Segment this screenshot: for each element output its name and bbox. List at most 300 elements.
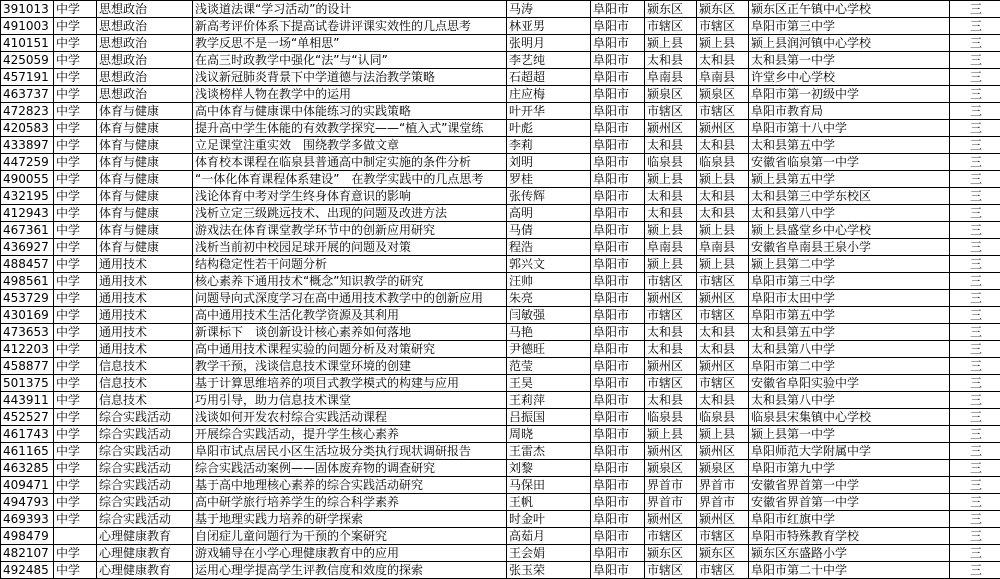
district-cell: 市辖区 bbox=[697, 528, 749, 545]
level-cell: 中学 bbox=[54, 290, 97, 307]
award-cell: 三 bbox=[950, 341, 1000, 358]
subject-cell: 综合实践活动 bbox=[97, 443, 193, 460]
entry-id-cell: 410151 bbox=[1, 35, 54, 52]
title-cell: 浅议新冠肺炎背景下中学道德与法治教学策略 bbox=[193, 69, 507, 86]
subject-cell: 通用技术 bbox=[97, 273, 193, 290]
author-cell: 郭兴文 bbox=[507, 256, 591, 273]
title-cell: 基于计算思维培养的项目式教学模式的构建与应用 bbox=[193, 375, 507, 392]
unit-cell: 阜阳市第二中学 bbox=[749, 358, 950, 375]
award-cell: 三 bbox=[950, 222, 1000, 239]
author-cell: 马涛 bbox=[507, 1, 591, 18]
level-cell: 中学 bbox=[54, 120, 97, 137]
level-cell: 中学 bbox=[54, 35, 97, 52]
city-cell: 阜阳市 bbox=[591, 307, 645, 324]
subject-cell: 思想政治 bbox=[97, 35, 193, 52]
award-cell: 三 bbox=[950, 375, 1000, 392]
district-cell: 颍州区 bbox=[697, 358, 749, 375]
entry-id-cell: 412943 bbox=[1, 205, 54, 222]
district-cell: 颍上县 bbox=[697, 256, 749, 273]
district-cell: 颍上县 bbox=[697, 222, 749, 239]
subject-cell: 体育与健康 bbox=[97, 171, 193, 188]
author-cell: 程浩 bbox=[507, 239, 591, 256]
entry-id-cell: 458877 bbox=[1, 358, 54, 375]
award-cell: 三 bbox=[950, 324, 1000, 341]
award-cell: 三 bbox=[950, 188, 1000, 205]
level-cell bbox=[54, 528, 97, 545]
award-cell: 三 bbox=[950, 494, 1000, 511]
table-row bbox=[1, 171, 1000, 188]
award-cell: 三 bbox=[950, 409, 1000, 426]
table-row bbox=[1, 154, 1000, 171]
city-cell: 阜阳市 bbox=[591, 375, 645, 392]
author-cell: 石超超 bbox=[507, 69, 591, 86]
award-cell: 三 bbox=[950, 86, 1000, 103]
county-cell: 颍东区 bbox=[645, 1, 697, 18]
award-cell: 三 bbox=[950, 154, 1000, 171]
award-cell: 三 bbox=[950, 35, 1000, 52]
entry-id-cell: 469393 bbox=[1, 511, 54, 528]
award-cell: 三 bbox=[950, 171, 1000, 188]
title-cell: 提升高中学生体能的有效教学探究——“植入式”课堂练 bbox=[193, 120, 507, 137]
author-cell: 王昊 bbox=[507, 375, 591, 392]
award-cell: 三 bbox=[950, 477, 1000, 494]
county-cell: 临泉县 bbox=[645, 409, 697, 426]
county-cell: 太和县 bbox=[645, 392, 697, 409]
city-cell: 阜阳市 bbox=[591, 154, 645, 171]
title-cell: 新高考评价体系下提高试卷讲评课实效性的几点思考 bbox=[193, 18, 507, 35]
level-cell: 中学 bbox=[54, 103, 97, 120]
author-cell: 高茹月 bbox=[507, 528, 591, 545]
table-row bbox=[1, 528, 1000, 545]
county-cell: 阜南县 bbox=[645, 69, 697, 86]
unit-cell: 太和县第三中学东校区 bbox=[749, 188, 950, 205]
author-cell: 王帆 bbox=[507, 494, 591, 511]
district-cell: 界首市 bbox=[697, 494, 749, 511]
subject-cell: 体育与健康 bbox=[97, 120, 193, 137]
title-cell: 巧用引导，助力信息技术课堂 bbox=[193, 392, 507, 409]
entry-id-cell: 447259 bbox=[1, 154, 54, 171]
award-cell: 三 bbox=[950, 358, 1000, 375]
district-cell: 颍州区 bbox=[697, 443, 749, 460]
table-row bbox=[1, 205, 1000, 222]
city-cell: 阜阳市 bbox=[591, 426, 645, 443]
district-cell: 颍州区 bbox=[697, 120, 749, 137]
author-cell: 王会娟 bbox=[507, 545, 591, 562]
entry-id-cell: 420583 bbox=[1, 120, 54, 137]
title-cell: 高中通用技术生活化教学资源及其利用 bbox=[193, 307, 507, 324]
author-cell: 王莉萍 bbox=[507, 392, 591, 409]
entry-id-cell: 490055 bbox=[1, 171, 54, 188]
unit-cell: 阜阳市第一初级中学 bbox=[749, 86, 950, 103]
subject-cell: 通用技术 bbox=[97, 256, 193, 273]
city-cell: 阜阳市 bbox=[591, 290, 645, 307]
county-cell: 界首市 bbox=[645, 477, 697, 494]
unit-cell: 阜阳市第十八中学 bbox=[749, 120, 950, 137]
author-cell: 周晓 bbox=[507, 426, 591, 443]
unit-cell: 太和县第五中学 bbox=[749, 324, 950, 341]
subject-cell: 体育与健康 bbox=[97, 205, 193, 222]
level-cell: 中学 bbox=[54, 511, 97, 528]
award-cell: 三 bbox=[950, 460, 1000, 477]
table-row bbox=[1, 307, 1000, 324]
level-cell: 中学 bbox=[54, 358, 97, 375]
table-row bbox=[1, 69, 1000, 86]
subject-cell: 通用技术 bbox=[97, 324, 193, 341]
award-cell: 三 bbox=[950, 528, 1000, 545]
subject-cell: 通用技术 bbox=[97, 341, 193, 358]
title-cell: 基于地理实践力培养的研学探索 bbox=[193, 511, 507, 528]
title-cell: 游戏辅导在小学心理健康教育中的应用 bbox=[193, 545, 507, 562]
subject-cell: 心理健康教育 bbox=[97, 528, 193, 545]
author-cell: 叶彪 bbox=[507, 120, 591, 137]
subject-cell: 综合实践活动 bbox=[97, 511, 193, 528]
table-row bbox=[1, 477, 1000, 494]
district-cell: 颍上县 bbox=[697, 171, 749, 188]
title-cell: 高中通用技术课程实验的问题分析及对策研究 bbox=[193, 341, 507, 358]
table-row bbox=[1, 222, 1000, 239]
award-cell: 三 bbox=[950, 511, 1000, 528]
unit-cell: 阜阳师范大学附属中学 bbox=[749, 443, 950, 460]
table-row bbox=[1, 375, 1000, 392]
subject-cell: 信息技术 bbox=[97, 392, 193, 409]
level-cell: 中学 bbox=[54, 562, 97, 579]
award-cell: 三 bbox=[950, 443, 1000, 460]
author-cell: 朱亮 bbox=[507, 290, 591, 307]
city-cell: 阜阳市 bbox=[591, 545, 645, 562]
unit-cell: 颍上县第五中学 bbox=[749, 171, 950, 188]
author-cell: 尹德旺 bbox=[507, 341, 591, 358]
level-cell: 中学 bbox=[54, 69, 97, 86]
award-cell: 三 bbox=[950, 1, 1000, 18]
table-row bbox=[1, 460, 1000, 477]
city-cell: 阜阳市 bbox=[591, 205, 645, 222]
level-cell: 中学 bbox=[54, 256, 97, 273]
county-cell: 太和县 bbox=[645, 341, 697, 358]
author-cell: 马保田 bbox=[507, 477, 591, 494]
county-cell: 颍州区 bbox=[645, 443, 697, 460]
county-cell: 颍州区 bbox=[645, 511, 697, 528]
title-cell: 高中体育与健康课中体能练习的实践策略 bbox=[193, 103, 507, 120]
subject-cell: 思想政治 bbox=[97, 69, 193, 86]
district-cell: 市辖区 bbox=[697, 307, 749, 324]
city-cell: 阜阳市 bbox=[591, 511, 645, 528]
entry-id-cell: 433897 bbox=[1, 137, 54, 154]
author-cell: 张玉荣 bbox=[507, 562, 591, 579]
level-cell: 中学 bbox=[54, 477, 97, 494]
entry-id-cell: 467361 bbox=[1, 222, 54, 239]
entry-id-cell: 452527 bbox=[1, 409, 54, 426]
table-row bbox=[1, 426, 1000, 443]
subject-cell: 体育与健康 bbox=[97, 103, 193, 120]
county-cell: 颍上县 bbox=[645, 35, 697, 52]
district-cell: 太和县 bbox=[697, 137, 749, 154]
entry-id-cell: 453729 bbox=[1, 290, 54, 307]
award-cell: 三 bbox=[950, 256, 1000, 273]
unit-cell: 阜阳市第九中学 bbox=[749, 460, 950, 477]
level-cell: 中学 bbox=[54, 409, 97, 426]
award-cell: 三 bbox=[950, 103, 1000, 120]
city-cell: 阜阳市 bbox=[591, 52, 645, 69]
entry-id-cell: 492485 bbox=[1, 562, 54, 579]
entry-id-cell: 488457 bbox=[1, 256, 54, 273]
author-cell: 吕振国 bbox=[507, 409, 591, 426]
county-cell: 颍上县 bbox=[645, 426, 697, 443]
city-cell: 阜阳市 bbox=[591, 341, 645, 358]
entry-id-cell: 491003 bbox=[1, 18, 54, 35]
title-cell: 高中研学旅行培养学生的综合科学素养 bbox=[193, 494, 507, 511]
subject-cell: 体育与健康 bbox=[97, 239, 193, 256]
subject-cell: 信息技术 bbox=[97, 375, 193, 392]
unit-cell: 太和县第八中学 bbox=[749, 205, 950, 222]
subject-cell: 思想政治 bbox=[97, 86, 193, 103]
district-cell: 太和县 bbox=[697, 205, 749, 222]
author-cell: 叶开华 bbox=[507, 103, 591, 120]
table-row bbox=[1, 494, 1000, 511]
level-cell: 中学 bbox=[54, 188, 97, 205]
award-cell: 三 bbox=[950, 52, 1000, 69]
subject-cell: 心理健康教育 bbox=[97, 545, 193, 562]
level-cell: 中学 bbox=[54, 154, 97, 171]
level-cell: 中学 bbox=[54, 18, 97, 35]
city-cell: 阜阳市 bbox=[591, 324, 645, 341]
table-row bbox=[1, 1, 1000, 18]
district-cell: 颍东区 bbox=[697, 545, 749, 562]
level-cell: 中学 bbox=[54, 1, 97, 18]
district-cell: 阜南县 bbox=[697, 69, 749, 86]
subject-cell: 综合实践活动 bbox=[97, 477, 193, 494]
county-cell: 太和县 bbox=[645, 324, 697, 341]
author-cell: 庄应梅 bbox=[507, 86, 591, 103]
entry-id-cell: 425059 bbox=[1, 52, 54, 69]
award-cell: 三 bbox=[950, 18, 1000, 35]
unit-cell: 阜阳市第三中学 bbox=[749, 273, 950, 290]
city-cell: 阜阳市 bbox=[591, 358, 645, 375]
author-cell: 张明月 bbox=[507, 35, 591, 52]
author-cell: 罗桂 bbox=[507, 171, 591, 188]
entry-id-cell: 430169 bbox=[1, 307, 54, 324]
title-cell: 浅谈道法课“学习活动”的设计 bbox=[193, 1, 507, 18]
title-cell: 阜阳市试点居民小区生活垃圾分类执行现状调研报告 bbox=[193, 443, 507, 460]
county-cell: 阜南县 bbox=[645, 239, 697, 256]
level-cell: 中学 bbox=[54, 375, 97, 392]
city-cell: 阜阳市 bbox=[591, 171, 645, 188]
level-cell: 中学 bbox=[54, 171, 97, 188]
unit-cell: 颍上县润河镇中心学校 bbox=[749, 35, 950, 52]
level-cell: 中学 bbox=[54, 307, 97, 324]
unit-cell: 阜阳市太田中学 bbox=[749, 290, 950, 307]
table-body bbox=[1, 1, 1000, 579]
table-row bbox=[1, 86, 1000, 103]
title-cell: 浅谈如何开发农村综合实践活动课程 bbox=[193, 409, 507, 426]
author-cell: 马倩 bbox=[507, 222, 591, 239]
city-cell: 阜阳市 bbox=[591, 120, 645, 137]
unit-cell: 太和县第五中学 bbox=[749, 137, 950, 154]
author-cell: 马艳 bbox=[507, 324, 591, 341]
county-cell: 太和县 bbox=[645, 205, 697, 222]
table-row bbox=[1, 324, 1000, 341]
level-cell: 中学 bbox=[54, 392, 97, 409]
city-cell: 阜阳市 bbox=[591, 222, 645, 239]
county-cell: 市辖区 bbox=[645, 18, 697, 35]
level-cell: 中学 bbox=[54, 426, 97, 443]
author-cell: 林亚男 bbox=[507, 18, 591, 35]
unit-cell: 颍上县第二中学 bbox=[749, 256, 950, 273]
unit-cell: 阜阳市教育局 bbox=[749, 103, 950, 120]
title-cell: 游戏法在体育课堂教学环节中的创新应用研究 bbox=[193, 222, 507, 239]
title-cell: 浅谈榜样人物在教学中的运用 bbox=[193, 86, 507, 103]
level-cell: 中学 bbox=[54, 222, 97, 239]
author-cell: 刘明 bbox=[507, 154, 591, 171]
unit-cell: 太和县第八中学 bbox=[749, 341, 950, 358]
city-cell: 阜阳市 bbox=[591, 273, 645, 290]
city-cell: 阜阳市 bbox=[591, 103, 645, 120]
entry-id-cell: 501375 bbox=[1, 375, 54, 392]
district-cell: 颍东区 bbox=[697, 1, 749, 18]
county-cell: 颍上县 bbox=[645, 222, 697, 239]
author-cell: 范莹 bbox=[507, 358, 591, 375]
district-cell: 界首市 bbox=[697, 477, 749, 494]
county-cell: 市辖区 bbox=[645, 562, 697, 579]
entry-id-cell: 436927 bbox=[1, 239, 54, 256]
table-row bbox=[1, 120, 1000, 137]
table-row bbox=[1, 103, 1000, 120]
subject-cell: 体育与健康 bbox=[97, 188, 193, 205]
author-cell: 李莉 bbox=[507, 137, 591, 154]
city-cell: 阜阳市 bbox=[591, 188, 645, 205]
district-cell: 市辖区 bbox=[697, 273, 749, 290]
entry-id-cell: 482107 bbox=[1, 545, 54, 562]
district-cell: 临泉县 bbox=[697, 154, 749, 171]
title-cell: 浅论体育中考对学生终身体育意识的影响 bbox=[193, 188, 507, 205]
unit-cell: 颍东区东盛路小学 bbox=[749, 545, 950, 562]
county-cell: 颍州区 bbox=[645, 358, 697, 375]
city-cell: 阜阳市 bbox=[591, 528, 645, 545]
table-row bbox=[1, 52, 1000, 69]
district-cell: 临泉县 bbox=[697, 409, 749, 426]
level-cell: 中学 bbox=[54, 239, 97, 256]
level-cell: 中学 bbox=[54, 205, 97, 222]
district-cell: 市辖区 bbox=[697, 562, 749, 579]
county-cell: 市辖区 bbox=[645, 375, 697, 392]
award-cell: 三 bbox=[950, 205, 1000, 222]
author-cell: 李艺纯 bbox=[507, 52, 591, 69]
city-cell: 阜阳市 bbox=[591, 409, 645, 426]
unit-cell: 安徽省阜南县王泉小学 bbox=[749, 239, 950, 256]
entry-id-cell: 463285 bbox=[1, 460, 54, 477]
entry-id-cell: 494793 bbox=[1, 494, 54, 511]
city-cell: 阜阳市 bbox=[591, 86, 645, 103]
author-cell: 王雷杰 bbox=[507, 443, 591, 460]
county-cell: 颍州区 bbox=[645, 120, 697, 137]
city-cell: 阜阳市 bbox=[591, 562, 645, 579]
table-row bbox=[1, 290, 1000, 307]
district-cell: 太和县 bbox=[697, 341, 749, 358]
subject-cell: 思想政治 bbox=[97, 18, 193, 35]
table-row bbox=[1, 562, 1000, 579]
subject-cell: 通用技术 bbox=[97, 290, 193, 307]
title-cell: 教学反思不是一场“单相思” bbox=[193, 35, 507, 52]
title-cell: 教学干预，浅谈信息技术课堂环境的创建 bbox=[193, 358, 507, 375]
table-row bbox=[1, 35, 1000, 52]
table-row bbox=[1, 273, 1000, 290]
district-cell: 颍泉区 bbox=[697, 460, 749, 477]
level-cell: 中学 bbox=[54, 341, 97, 358]
level-cell: 中学 bbox=[54, 443, 97, 460]
entry-id-cell: 498479 bbox=[1, 528, 54, 545]
entry-id-cell: 432195 bbox=[1, 188, 54, 205]
table-row bbox=[1, 239, 1000, 256]
entry-id-cell: 463737 bbox=[1, 86, 54, 103]
county-cell: 颍东区 bbox=[645, 545, 697, 562]
title-cell: 立足课堂注重实效 围绕教学多做文章 bbox=[193, 137, 507, 154]
unit-cell: 颍上县第一中学 bbox=[749, 426, 950, 443]
award-cell: 三 bbox=[950, 239, 1000, 256]
district-cell: 太和县 bbox=[697, 52, 749, 69]
city-cell: 阜阳市 bbox=[591, 239, 645, 256]
city-cell: 阜阳市 bbox=[591, 1, 645, 18]
entry-id-cell: 461165 bbox=[1, 443, 54, 460]
subject-cell: 通用技术 bbox=[97, 307, 193, 324]
city-cell: 阜阳市 bbox=[591, 18, 645, 35]
city-cell: 阜阳市 bbox=[591, 460, 645, 477]
award-cell: 三 bbox=[950, 290, 1000, 307]
subject-cell: 综合实践活动 bbox=[97, 460, 193, 477]
entry-id-cell: 409471 bbox=[1, 477, 54, 494]
title-cell: 问题导向式深度学习在高中通用技术教学中的创新应用 bbox=[193, 290, 507, 307]
level-cell: 中学 bbox=[54, 137, 97, 154]
award-cell: 三 bbox=[950, 562, 1000, 579]
county-cell: 颍泉区 bbox=[645, 460, 697, 477]
title-cell: 自闭症儿童问题行为干预的个案研究 bbox=[193, 528, 507, 545]
district-cell: 市辖区 bbox=[697, 18, 749, 35]
title-cell: 浅析立定三级跳远技术、出现的问题及改进方法 bbox=[193, 205, 507, 222]
unit-cell: 安徽省临泉第一中学 bbox=[749, 154, 950, 171]
county-cell: 界首市 bbox=[645, 494, 697, 511]
subject-cell: 综合实践活动 bbox=[97, 494, 193, 511]
unit-cell: 阜阳市第二十中学 bbox=[749, 562, 950, 579]
level-cell: 中学 bbox=[54, 52, 97, 69]
level-cell: 中学 bbox=[54, 86, 97, 103]
unit-cell: 阜阳市红旗中学 bbox=[749, 511, 950, 528]
district-cell: 阜南县 bbox=[697, 239, 749, 256]
city-cell: 阜阳市 bbox=[591, 35, 645, 52]
award-cell: 三 bbox=[950, 273, 1000, 290]
subject-cell: 信息技术 bbox=[97, 358, 193, 375]
county-cell: 临泉县 bbox=[645, 154, 697, 171]
district-cell: 颍州区 bbox=[697, 511, 749, 528]
table-row bbox=[1, 545, 1000, 562]
city-cell: 阜阳市 bbox=[591, 256, 645, 273]
city-cell: 阜阳市 bbox=[591, 494, 645, 511]
author-cell: 张传辉 bbox=[507, 188, 591, 205]
table-row bbox=[1, 358, 1000, 375]
title-cell: 核心素养下通用技术“概念”知识教学的研究 bbox=[193, 273, 507, 290]
author-cell: 汪帅 bbox=[507, 273, 591, 290]
county-cell: 太和县 bbox=[645, 188, 697, 205]
unit-cell: 太和县第一中学 bbox=[749, 52, 950, 69]
table-row bbox=[1, 18, 1000, 35]
unit-cell: 安徽省阜阳实验中学 bbox=[749, 375, 950, 392]
author-cell: 时金叶 bbox=[507, 511, 591, 528]
county-cell: 颍泉区 bbox=[645, 86, 697, 103]
county-cell: 市辖区 bbox=[645, 307, 697, 324]
award-cell: 三 bbox=[950, 137, 1000, 154]
table-row bbox=[1, 188, 1000, 205]
subject-cell: 体育与健康 bbox=[97, 154, 193, 171]
subject-cell: 体育与健康 bbox=[97, 137, 193, 154]
city-cell: 阜阳市 bbox=[591, 137, 645, 154]
author-cell: 闫敏强 bbox=[507, 307, 591, 324]
